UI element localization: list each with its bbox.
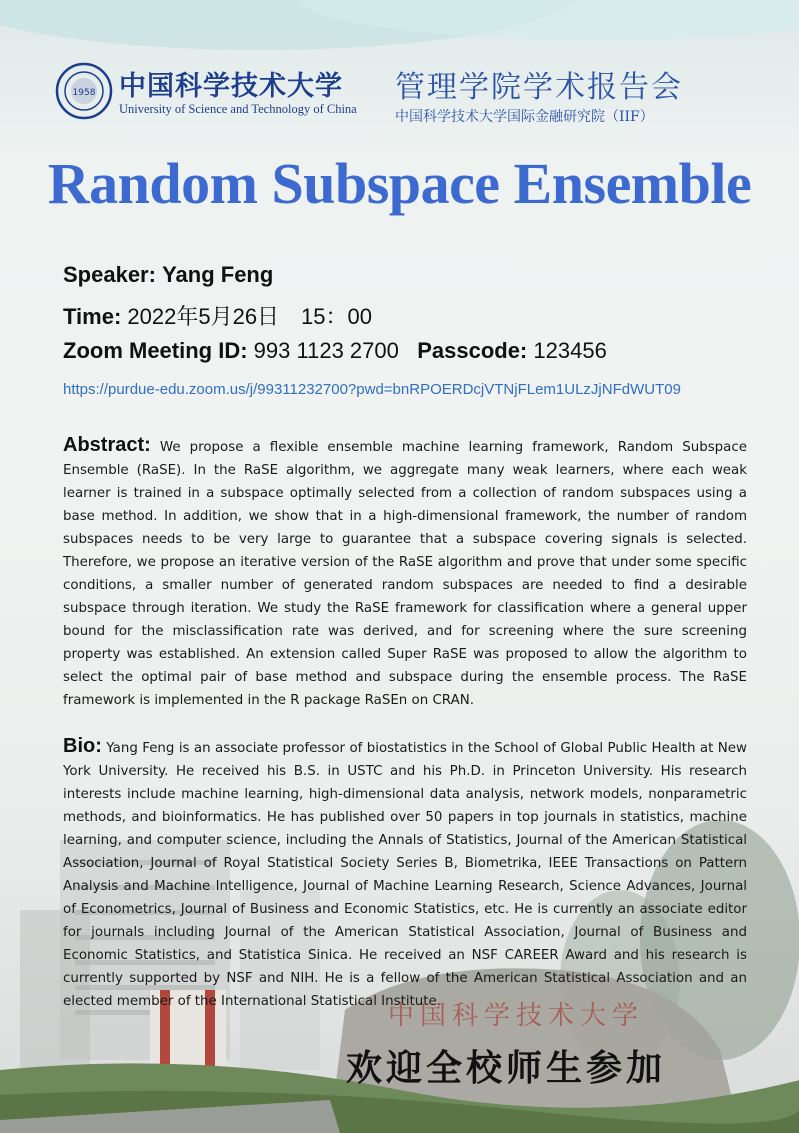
bio-text: Yang Feng is an associate professor of biostatistics in the School of Global Public Health at New York University. He received his B.S. in USTC and his Ph.D. in Princeton University. His research interests include machine learning, high-dimensional data analysis, network models, nonparametric methods, and bioinformatics. He has published over 50 papers in top journals in statistics, machine learning, and computer science, including the Annals of Statistics, Journal of the American Statistical Association, Journal of Royal Statistical Society Series B, Biometrika, IEEE Transactions on Pattern Analysis and Machine Intelligence, Journal of Machine Learning Research, Science Advances, Journal of Econometrics, Journal of Business and Economic Statistics, etc. He is currently an associate editor for journals including Journal of the American Statistical Association, Journal of Business and Economic Statistics, and Statistica Sinica. He received an NSF CAREER Award and his research is currently supported by NSF and NIH. He is a fellow of the American Statistical Association and an elected member of the International Statistical Institute.: [63, 741, 747, 1009]
speaker-label: Speaker:: [63, 262, 156, 287]
bio-section: [63, 735, 747, 1013]
zoom-label: Zoom Meeting ID:: [63, 338, 248, 363]
school-subtitle: 中国科学技术大学国际金融研究院（IIF）: [395, 109, 654, 125]
talk-title: Random Subspace Ensemble: [47, 151, 752, 216]
passcode-value: 123456: [533, 338, 607, 363]
time-label: Time:: [63, 304, 122, 329]
speaker-line: [63, 262, 273, 288]
university-seal-icon: [55, 62, 113, 120]
zoom-meeting-id: 993 1123 2700: [253, 338, 399, 363]
zoom-line: [63, 338, 607, 364]
time-value: 2022年5月26日 15：00: [127, 304, 372, 329]
time-line: [63, 300, 372, 331]
school-title: 管理学院学术报告会: [395, 70, 683, 105]
bio-label: Bio:: [63, 735, 102, 757]
abstract-text: We propose a flexible ensemble machine learning framework, Random Subspace Ensemble (RaSE). In the RaSE algorithm, we aggregate many weak learners, where each weak learner is trained in a subspace optimally selected from a collection of random subspaces using a base method. In addition, we show that in a high-dimensional framework, the number of random subspaces needs to be very large to guarantee that a subspace covering signals is selected. Therefore, we propose an iterative version of the RaSE algorithm and prove that under some specific conditions, a smaller number of generated random subspaces are needed to find a desirable subspace through iteration. We study the RaSE framework for classification where a general upper bound for the misclassification rate was derived, and for screening where the sure screening property was established. An extension called Super RaSE was proposed to allow the algorithm to select the optimal pair of base method and subspace during the ensemble process. The RaSE framework is implemented in the R package RaSEn on CRAN.: [63, 440, 747, 708]
abstract-section: [63, 434, 747, 712]
university-name-en: University of Science and Technology of China: [119, 102, 357, 116]
university-name-cn: 中国科学技术大学: [119, 71, 343, 102]
abstract-label: Abstract:: [63, 434, 151, 456]
header: [55, 62, 745, 132]
welcome-text: 欢迎全校师生参加: [346, 1047, 667, 1089]
zoom-link[interactable]: https://purdue-edu.zoom.us/j/99311232700?pwd=bnRPOERDcjVTNjFLem1ULzJjNFdWUT09: [63, 381, 681, 398]
speaker-name: Yang Feng: [162, 262, 274, 287]
svg-text:1958: 1958: [72, 88, 96, 98]
passcode-label: Passcode:: [417, 338, 528, 363]
rock-inscription: 中国科学技术大学: [388, 1001, 645, 1031]
